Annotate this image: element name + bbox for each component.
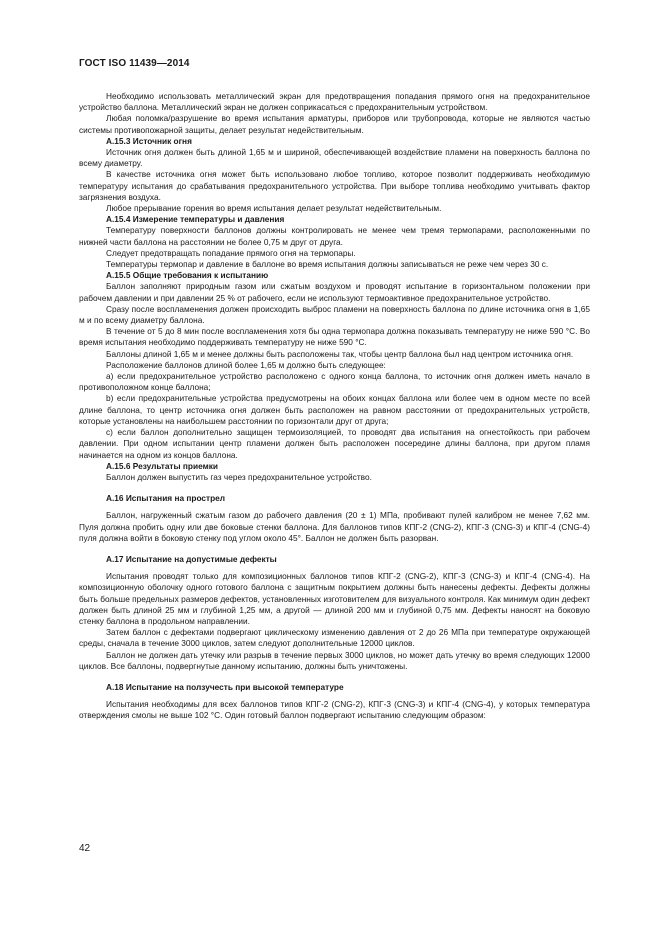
section-heading-a18: А.18 Испытание на ползучесть при высокой температуре <box>106 681 344 692</box>
list-item-c: c) если баллон дополнительно защищен термоизоляцией, то проводят два испытания на огнестойкость при рабочем давлении. При одном испытании центр пламени должен быть расположен посередине длины баллона, при другом пламя начинается на одном из концов баллона. <box>79 427 590 460</box>
paragraph: Баллоны длиной 1,65 м и менее должны быть расположены так, чтобы центр баллона был над центром источника огня. <box>106 348 574 359</box>
section-heading-a155: А.15.5 Общие требования к испытанию <box>106 270 269 281</box>
paragraph: Сразу после воспламенения должен происходить выброс пламени на поверхность баллона по длине источника огня в 1,65 м и по всему диаметру баллона. <box>79 303 590 326</box>
page-body <box>79 91 590 722</box>
paragraph: Баллон не должен дать утечку или разрыв в течение первых 3000 циклов, но может дать утечку во время следующих 12000 циклов. Все баллоны, подвергнутые данному испытанию, должны быть уничтожены. <box>79 649 590 671</box>
paragraph: Баллон, нагруженный сжатым газом до рабочего давления (20 ± 1) МПа, пробивают пулей калибром не менее 7,62 мм. Пуля должна пробить одну или две боковые стенки баллона. Для баллонов типов КПГ-2 (CNG-2), КПГ-3 (CNG-3) и КПГ-4 (CNG-4) пуля должна войти в боковую стенку под углом около 45°. Баллон не должен быть разорван. <box>79 510 590 543</box>
section-heading-a153: А.15.3 Источник огня <box>106 135 192 146</box>
list-item-b: b) если предохранительные устройства предусмотрены на обоих концах баллона или более чем в одном месте по всей длине баллона, то центр источника огня должен быть расположен на равном расстоянии от предохранительных устройств, которые установлены на наибольшем расстоянии по горизонтали друг от друга; <box>79 393 590 426</box>
paragraph: Испытания проводят только для композиционных баллонов типов КПГ-2 (CNG-2), КПГ-3 (CNG-3) и КПГ-4 (CNG-4). На композиционную оболочку одного готового баллона с защитным покрытием должны быть нанесены дефекты. Дефекты должны быть больше предельных размеров дефектов, установленных изготовителем для визуального контроля. Как минимум один дефект должен быть длиной 25 мм и глубиной 1,25 мм, а другой — длиной 200 мм и глубиной 0,75 мм. Дефекты наносят на боковую стенку баллона в продольном направлении. <box>79 571 590 626</box>
paragraph: В течение от 5 до 8 мин после воспламенения хотя бы одна термопара должна показывать температуру не ниже 590 °С. Во время испытания необходимо поддерживать температуру не ниже 590 °С. <box>79 326 590 348</box>
paragraph: Следует предотвращать попадание прямого огня на термопары. <box>106 247 356 258</box>
list-item-a: a) если предохранительное устройство расположено с одного конца баллона, то источник огня должен иметь начало в противоположном конце баллона; <box>79 371 590 393</box>
paragraph: Любая поломка/разрушение во время испытания арматуры, приборов или трубопровода, которые не являются частью системы противопожарной защиты, делает результат недействительным. <box>79 113 590 135</box>
paragraph: Испытания необходимы для всех баллонов типов КПГ-2 (CNG-2), КПГ-3 (CNG-3) и КПГ-4 (CNG-4), у которых температура отверждения смолы не выше 102 °С. Один готовый баллон подвергают испытанию следующим образом: <box>79 699 590 721</box>
page-header-standard-title: ГОСТ ISO 11439—2014 <box>79 58 190 69</box>
paragraph: Затем баллон с дефектами подвергают циклическому изменению давления от 2 до 26 МПа при температуре окружающей среды, сначала в течение 3000 циклов, затем следуют дополнительные 12000 циклов. <box>79 627 590 649</box>
section-heading-a156: А.15.6 Результаты приемки <box>106 460 218 471</box>
section-heading-a154: А.15.4 Измерение температуры и давления <box>106 214 285 225</box>
paragraph: Источник огня должен быть длиной 1,65 м и шириной, обеспечивающей воздействие пламени на поверхность баллона по всему диаметру. <box>79 147 590 169</box>
paragraph: Расположение баллонов длиной более 1,65 м должно быть следующее: <box>106 359 386 370</box>
paragraph: В качестве источника огня может быть использовано любое топливо, которое позволит поддерживать необходимую температуру испытания до срабатывания предохранительного устройства. При выборе топлива необходимо учитывать фактор загрязнения воздуха. <box>79 169 590 202</box>
paragraph: Необходимо использовать металлический экран для предотвращения попадания прямого огня на предохранительное устройство баллона. Металлический экран не должен соприкасаться с предохранительным устройством. <box>79 91 590 113</box>
paragraph: Любое прерывание горения во время испытания делает результат недействительным. <box>106 203 442 214</box>
paragraph: Баллон должен выпустить газ через предохранительное устройство. <box>106 471 372 482</box>
page-number: 42 <box>79 843 91 854</box>
section-heading-a16: А.16 Испытания на прострел <box>106 493 226 504</box>
paragraph: Температуру поверхности баллонов должны контролировать не менее чем тремя термопарами, расположенными по нижней части баллона на расстоянии не более 0,75 м друг от друга. <box>79 225 590 247</box>
paragraph: Температуры термопар и давление в баллоне во время испытания должны записываться не реже чем через 30 с. <box>106 259 549 270</box>
section-heading-a17: А.17 Испытание на допустимые дефекты <box>106 553 277 564</box>
paragraph: Баллон заполняют природным газом или сжатым воздухом и проводят испытание в горизонтальном положении при рабочем давлении и при давлении 25 % от рабочего, если не используют термоактивное предохранительное устройство. <box>79 281 590 303</box>
